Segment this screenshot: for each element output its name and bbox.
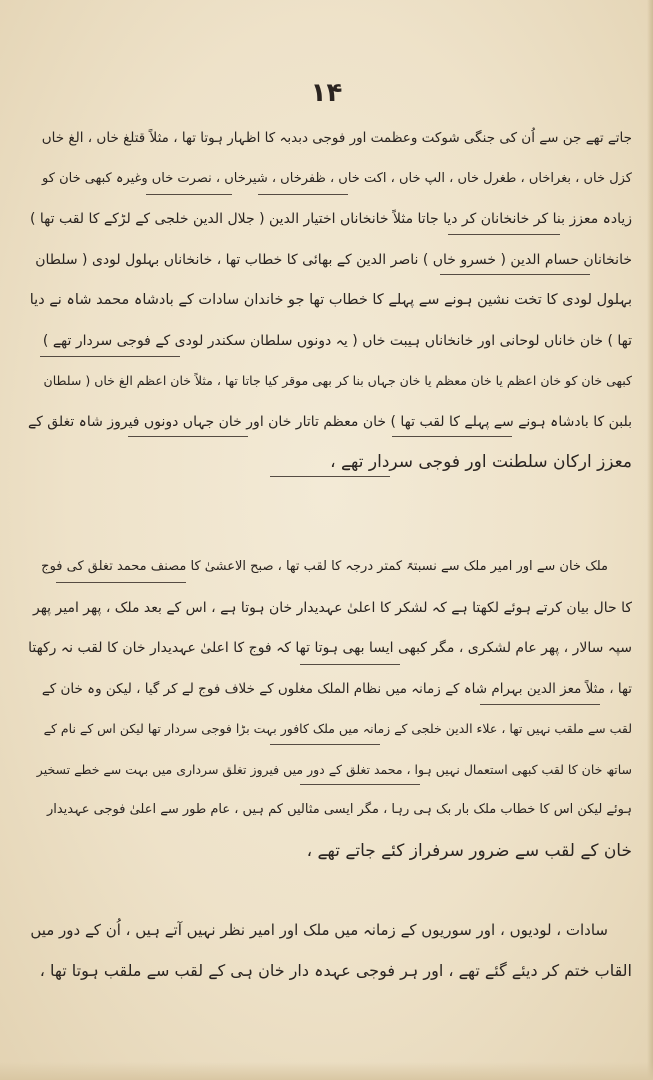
paragraph-2 xyxy=(26,547,632,871)
underline-mark xyxy=(128,436,248,437)
text-line-first: ملک خان سے اور امیر ملک سے نسبتہً کمتر درجہ کا لقب تھا ، صبح الاعشیٰ کا مصنف محمد تغلق کی فوج xyxy=(41,559,608,574)
text-line: کزل خاں ، بغراخاں ، طغرل خاں ، الپ خاں ، اکت خاں ، ظفرخاں ، شیرخاں ، نصرت خاں وغیرہ کبھی خان کو xyxy=(42,170,632,186)
text-line-first: سادات ، لودیوں ، اور سوریوں کے زمانہ میں ملک اور امیر نظر نہیں آتے ہیں ، اُن کے دور میں xyxy=(30,921,608,939)
underline-mark xyxy=(40,356,180,357)
page-bottom-shadow xyxy=(0,1062,653,1080)
text-line: ہوئے لیکن اس کا خطاب ملک بار بک ہی رہا ، مگر ایسی مثالیں کم ہیں ، عام طور سے اعلیٰ فوجی عہدیدار xyxy=(46,802,632,817)
underline-mark xyxy=(270,476,390,477)
text-line: بہلول لودی کا تخت نشین ہونے سے پہلے کا خطاب تھا جو خاندان سادات کے بادشاہ محمد شاہ نے دیا xyxy=(29,292,632,308)
text-line: بلبن کا بادشاہ ہونے سے پہلے کا لقب تھا ) خان معظم تاتار خان اور خان جہاں دونوں فیروز شاہ تغلق کے xyxy=(27,413,632,430)
underline-mark xyxy=(440,274,590,275)
text-line: سپہ سالار ، پھر عام لشکری ، مگر کبھی ایسا بھی ہوتا تھا کہ فوج کا اعلیٰ عہدیدار خان کا لقب نہ رکھتا xyxy=(28,640,632,656)
underline-mark xyxy=(392,436,512,437)
underline-mark xyxy=(448,234,560,235)
text-line: کبھی خان کو خان اعظم یا خان معظم یا خان جہاں بنا کر بھی موقر کیا جاتا تھا ، مثلاً خان اعظم الغ خاں ( سلطان xyxy=(43,373,632,388)
text-line: تھا ، مثلاً معز الدین بہرام شاہ کے زمانہ میں نظام الملک مغلوں کے خلاف فوج لے کر گیا ، لیکن وہ خان کے xyxy=(41,680,632,697)
text-line: تھا ) خان خاناں لوحانی اور خانخاناں ہیبت خاں ( یہ دونوں سلطان سکندر لودی کے فوجی سردار تھے ) xyxy=(42,332,632,349)
text-line-last: القاب ختم کر دیئے گئے تھے ، اور ہر فوجی عہدہ دار خان ہی کے لقب سے ملقب ہوتا تھا ، xyxy=(39,960,632,980)
text-line: خانخانان حسام الدین ( خسرو خاں ) ناصر الدین کے بھائی کا خطاب تھا ، خانخاناں بہلول لودی ( سلطان xyxy=(35,251,632,268)
paragraph-1 xyxy=(26,118,632,483)
underline-mark xyxy=(56,582,186,583)
underline-mark xyxy=(300,784,420,785)
underline-mark xyxy=(270,744,380,745)
paragraph-3 xyxy=(26,910,632,991)
text-line: زیادہ معزز بنا کر خانخانان کر دیا جاتا مثلاً خانخاناں اختیار الدین ( جلال الدین خلجی کے لڑکے کا لقب تھا ) xyxy=(30,211,632,227)
text-line-last: معزز ارکان سلطنت اور فوجی سردار تھے ، xyxy=(330,452,632,472)
text-line-last: خان کے لقب سے ضرور سرفراز کئے جاتے تھے ، xyxy=(306,840,632,861)
text-line: لقب سے ملقب نہیں تھا ، علاء الدین خلجی کے زمانہ میں ملک کافور بہت بڑا فوجی سردار تھا لیکن اس کے نام کے xyxy=(43,721,632,736)
page-edge-shadow xyxy=(647,0,653,1080)
text-line: جاتے تھے جن سے اُن کی جنگی شوکت وعظمت اور فوجی دبدبہ کا اظہار ہوتا تھا ، مثلاً قتلغ خاں ، الغ خاں xyxy=(41,130,632,146)
text-line: کا حال بیان کرتے ہوئے لکھتا ہے کہ لشکر کا اعلیٰ عہدیدار خان ہوتا ہے ، اس کے بعد ملک ، پھر امیر پھر xyxy=(32,599,632,616)
underline-mark xyxy=(480,704,600,705)
page-number: ۱۴ xyxy=(310,78,343,108)
underline-mark xyxy=(300,664,400,665)
underline-mark xyxy=(258,194,348,195)
text-line: ساتھ خان کا لقب کبھی استعمال نہیں ہوا ، محمد تغلق کے دور میں فیروز تغلق سرداری میں بہت سے خطے تسخیر xyxy=(36,761,632,777)
underline-mark xyxy=(146,194,232,195)
